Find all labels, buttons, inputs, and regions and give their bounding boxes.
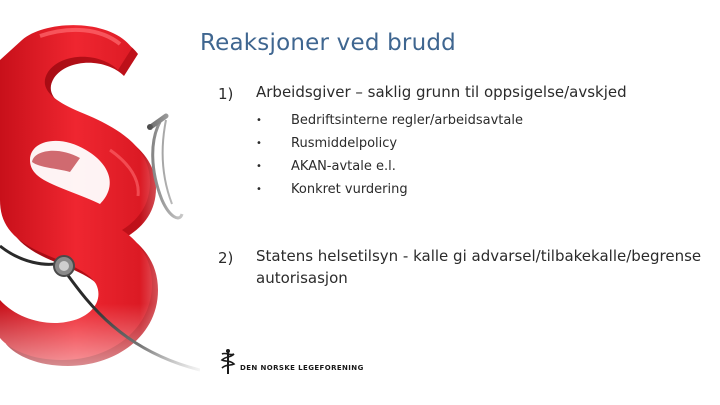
- legeforening-logo: [218, 346, 408, 380]
- sublist-label: Konkret vurdering: [291, 182, 408, 197]
- item-1-text: Arbeidsgiver – saklig grunn til oppsigelse/avskjed: [256, 83, 627, 101]
- item-2-text-line2: autorisasjon: [256, 269, 348, 287]
- bullet-icon: •: [256, 115, 262, 126]
- bullet-icon: •: [256, 184, 262, 195]
- bullet-icon: •: [256, 161, 262, 172]
- sublist-label: Bedriftsinterne regler/arbeidsavtale: [291, 113, 523, 128]
- bullet-icon: •: [256, 138, 262, 149]
- item-2-text-line1: Statens helsetilsyn - kalle gi advarsel/tilbakekalle/begrense: [256, 247, 702, 265]
- staff-emblem-icon: [218, 348, 238, 376]
- sublist-label: Rusmiddelpolicy: [291, 136, 398, 151]
- slide-title: Reaksjoner ved brudd: [200, 30, 456, 56]
- paragraph-stethoscope-icon: [0, 0, 200, 405]
- sublist-label: AKAN-avtale e.l.: [291, 159, 396, 174]
- item-2-number: 2): [218, 249, 234, 267]
- logo-text: DEN NORSKE LEGEFORENING: [240, 364, 364, 372]
- item-1-number: 1): [218, 85, 234, 103]
